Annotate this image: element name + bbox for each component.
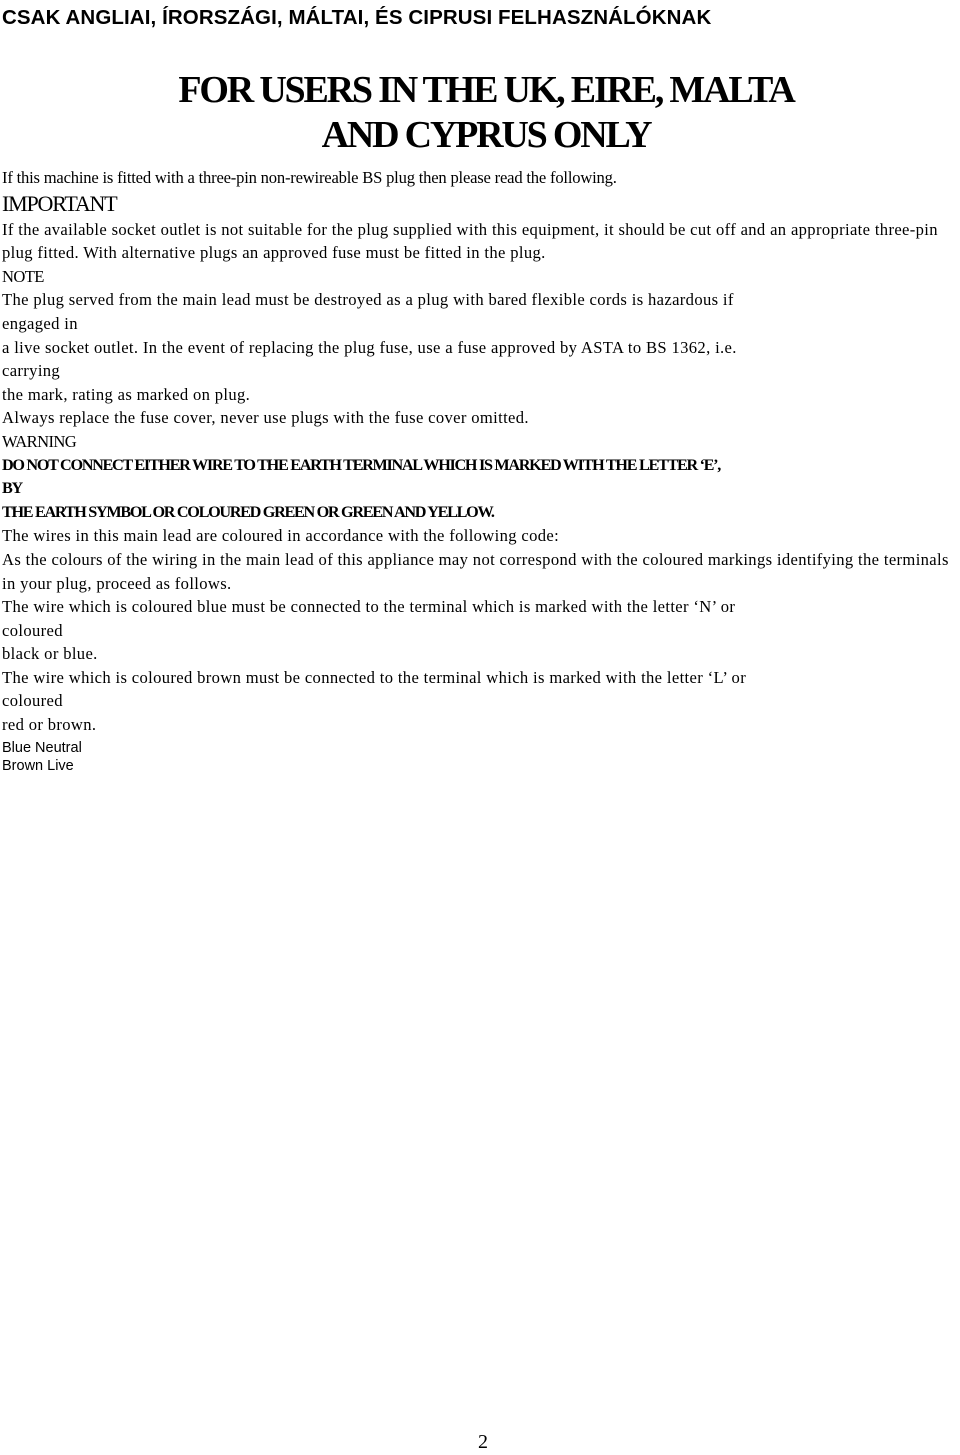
hungarian-banner-heading: CSAK ANGLIAI, ÍRORSZÁGI, MÁLTAI, ÉS CIPRUSI FELHASZNÁLÓKNAK bbox=[2, 6, 712, 29]
document-body bbox=[2, 166, 960, 776]
wire-code-paragraph: The wires in this main lead are coloured in accordance with the following code: bbox=[2, 526, 560, 546]
brown-wire-paragraph: The wire which is coloured brown must be connected to the terminal which is marked with the letter ‘L’ or coloured red or brown. bbox=[2, 667, 747, 735]
legend-blue-neutral: Blue Neutral bbox=[2, 739, 82, 756]
note-paragraph: The plug served from the main lead must be destroyed as a plug with bared flexible cords is hazardous if engaged in a live socket outlet. In the event of replacing the plug fuse, use a fuse approved by ASTA to BS 1362, i.e. carrying the mark, rating as marked on plug. bbox=[2, 290, 737, 404]
warning-paragraph: DO NOT CONNECT EITHER WIRE TO THE EARTH TERMINAL WHICH IS MARKED WITH THE LETTER ‘E’, BY THE EARTH SYMBOL OR COLOURED GREEN OR GREEN AND YELLOW. bbox=[2, 455, 721, 521]
page-number: 2 bbox=[478, 1431, 488, 1453]
note-heading: NOTE bbox=[2, 266, 44, 286]
blue-wire-paragraph: The wire which is coloured blue must be connected to the terminal which is marked with the letter ‘N’ or coloured black or blue. bbox=[2, 597, 736, 664]
page-title bbox=[0, 68, 960, 158]
page-title-line-2: AND CYPRUS ONLY bbox=[321, 114, 651, 156]
important-paragraph: If the available socket outlet is not suitable for the plug supplied with this equipment, it should be cut off and an appropriate three-pin plug fitted. With alternative plugs an approved fuse must be fitted in the plug. bbox=[2, 219, 938, 263]
important-heading: IMPORTANT bbox=[2, 190, 117, 216]
intro-paragraph: If this machine is fitted with a three-pin non-rewireable BS plug then please read the following. bbox=[2, 168, 617, 187]
fuse-cover-paragraph: Always replace the fuse cover, never use plugs with the fuse cover omitted. bbox=[2, 408, 529, 428]
legend-brown-live: Brown Live bbox=[2, 758, 74, 775]
colours-paragraph: As the colours of the wiring in the main lead of this appliance may not correspond with the coloured markings identifying the terminals in your plug, proceed as follows. bbox=[2, 549, 949, 593]
warning-heading: WARNING bbox=[2, 431, 77, 451]
page-title-line-1: FOR USERS IN THE UK, EIRE, MALTA bbox=[178, 69, 794, 111]
